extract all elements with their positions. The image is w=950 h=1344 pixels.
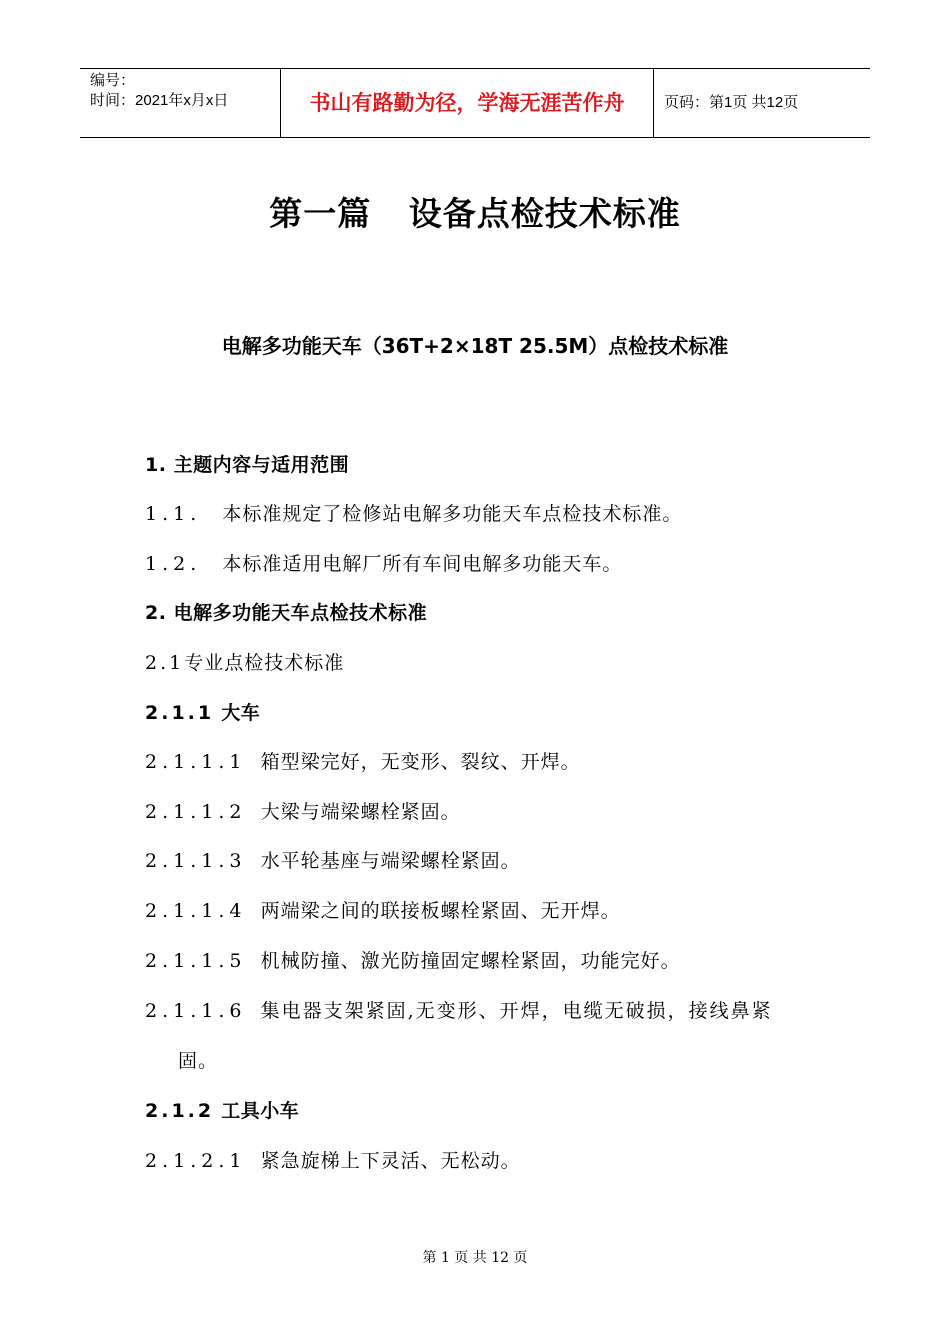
- clause: [145, 996, 773, 1023]
- page-title: 第一篇 设备点检技术标准: [269, 194, 681, 233]
- clause-number: 2.1.1.6: [145, 1000, 247, 1022]
- clause-number: 2.1.1.3: [145, 850, 247, 872]
- clause-text: 大梁与端梁螺栓紧固。: [260, 801, 461, 823]
- header-motto: 书山有路勤为径，学海无涯苦作舟: [281, 69, 654, 137]
- document-subtitle: 电解多功能天车（36T+2×18T 25.5M）点检技术标准: [221, 334, 729, 358]
- clause-text: 两端梁之间的联接板螺栓紧固、无开焊。: [260, 900, 621, 922]
- clause-text: 专业点检技术标准: [184, 652, 345, 674]
- document-date: 时间：2021年x月x日: [90, 92, 229, 109]
- clause-number: 2.1.1.1: [145, 751, 247, 773]
- clause-number: 2.1.1.5: [145, 950, 247, 972]
- section-number: 2.1.1: [145, 702, 215, 724]
- section-number: 1.: [145, 454, 167, 476]
- header-page-info: 页码：第1页 共12页: [664, 94, 799, 111]
- clause-number: 2.1.2.1: [145, 1150, 247, 1172]
- section-text: 电解多功能天车点检技术标准: [173, 602, 428, 624]
- clause-text: 本标准规定了检修站电解多功能天车点检技术标准。: [222, 503, 683, 525]
- section-text: 大车: [221, 702, 261, 724]
- section-heading: [145, 450, 349, 477]
- section-number: 2.: [145, 602, 167, 624]
- clause: [145, 747, 581, 774]
- clause-text: 箱型梁完好，无变形、裂纹、开焊。: [260, 751, 581, 773]
- clause-number: 2.1.1.4: [145, 900, 247, 922]
- section-heading: [145, 1096, 299, 1123]
- clause: [145, 946, 681, 973]
- clause-number: 1.2.: [145, 553, 202, 575]
- clause: [145, 1146, 521, 1173]
- clause-text: 水平轮基座与端梁螺栓紧固。: [260, 850, 521, 872]
- clause-text: 集电器支架紧固,无变形、开焊，电缆无破损，接线鼻紧: [260, 1000, 773, 1022]
- clause: [145, 797, 461, 824]
- clause-continuation: 固。: [178, 1050, 219, 1072]
- clause: [145, 846, 521, 873]
- document-number-label: 编号：: [90, 72, 136, 89]
- section-text: 主题内容与适用范围: [173, 454, 350, 476]
- clause: [145, 896, 621, 923]
- clause-text: 本标准适用电解厂所有车间电解多功能天车。: [222, 553, 623, 575]
- clause: [145, 648, 344, 675]
- clause-number: 2.1.1.2: [145, 801, 247, 823]
- section-text: 工具小车: [221, 1100, 300, 1122]
- document-header: [80, 68, 870, 138]
- clause: [145, 549, 622, 576]
- header-meta: [80, 69, 281, 137]
- page-footer: 第 1 页 共 12 页: [422, 1250, 528, 1266]
- section-heading: [145, 698, 260, 725]
- clause: [145, 499, 682, 526]
- clause-text: 紧急旋梯上下灵活、无松动。: [260, 1150, 521, 1172]
- clause-text: 机械防撞、激光防撞固定螺栓紧固，功能完好。: [260, 950, 681, 972]
- section-heading: [145, 598, 427, 625]
- section-number: 2.1.2: [145, 1100, 215, 1122]
- clause-number: 1.1.: [145, 503, 202, 525]
- clause-number: 2.1: [145, 652, 185, 674]
